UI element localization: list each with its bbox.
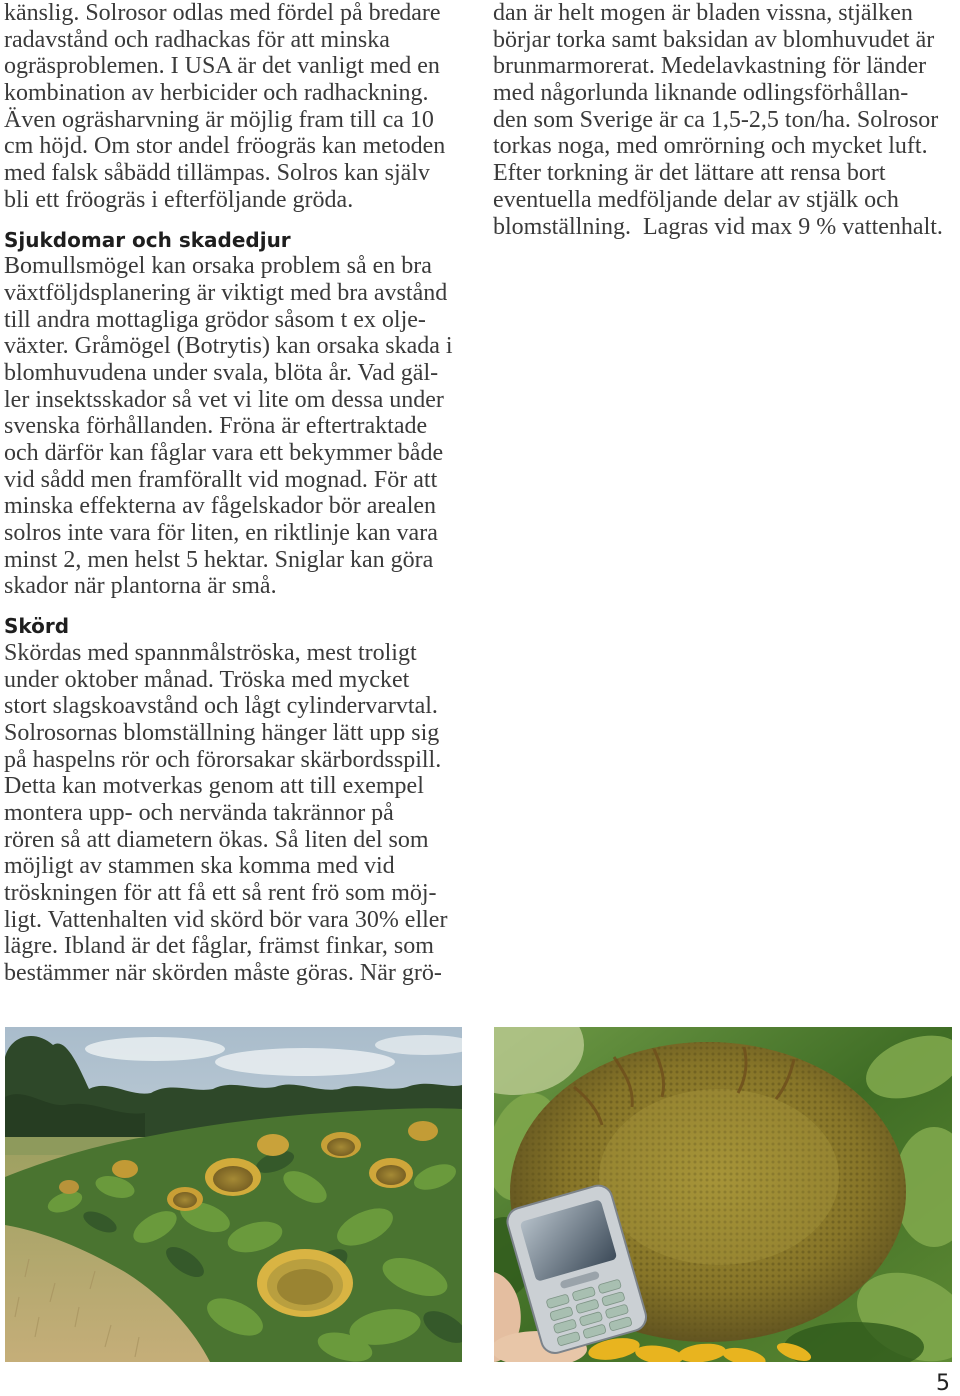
text-line: ligt. Vattenhalten vid skörd bör vara 30% eller — [4, 906, 448, 933]
text-line: cm höjd. Om stor andel fröogräs kan metoden — [4, 133, 446, 160]
text-line: Även ogräsharvning är möjlig fram till ca 10 — [4, 106, 434, 133]
section-heading: Sjukdomar och skadedjur — [4, 227, 291, 252]
text-line: Skördas med spannmålströska, mest troligt — [4, 639, 417, 666]
sunflower-field-photo — [5, 1027, 462, 1362]
text-line: rören så att diametern ökas. Så liten del som — [4, 826, 429, 853]
text-line: kombination av herbicider och radhackning. — [4, 80, 429, 107]
text-line: eventuella medföljande delar av stjälk och — [493, 186, 899, 213]
text-line: känslig. Solrosor odlas med fördel på bredare — [4, 0, 441, 26]
text-line: med någorlunda liknande odlingsförhållan- — [493, 80, 909, 107]
text-line: Detta kan motverkas genom att till exempel — [4, 773, 424, 800]
section-heading: Skörd — [4, 614, 70, 639]
text-line: lägre. Ibland är det fåglar, främst finkar, som — [4, 933, 434, 960]
intro-paragraph — [4, 0, 466, 214]
sunflower-head-image — [494, 1027, 952, 1362]
text-line: tröskningen för att få ett så rent frö som möj- — [4, 880, 437, 906]
text-line: under oktober månad. Tröska med mycket — [4, 666, 410, 693]
page-number: 5 — [936, 1371, 950, 1396]
text-line: Solrosornas blomställning hänger lätt upp sig — [4, 719, 440, 746]
text-line: växter. Gråmögel (Botrytis) kan orsaka skada i — [4, 333, 453, 360]
text-line: växtföljdsplanering är viktigt med bra avstånd — [4, 279, 448, 306]
sunflower-head-photo — [494, 1027, 952, 1362]
text-line: Bomullsmögel kan orsaka problem så en bra — [4, 253, 432, 280]
text-line: solros inte vara för liten, en riktlinje kan vara — [4, 520, 438, 547]
section-harvest — [4, 613, 466, 987]
text-line: radavstånd och radhackas för att minska — [4, 26, 390, 53]
text-line: till andra mottagliga grödor såsom t ex olje- — [4, 306, 426, 333]
text-line: på haspelns rör och förorsakar skärbordsspill. — [4, 746, 442, 773]
text-line: brunmarmorerat. Medelavkastning för länder — [493, 53, 927, 80]
text-line: dan är helt mogen är bladen vissna, stjälken — [493, 0, 913, 26]
text-line: den som Sverige är ca 1,5-2,5 ton/ha. Solrosor — [493, 106, 939, 133]
text-line: minst 2, men helst 5 hektar. Sniglar kan göra — [4, 546, 434, 573]
text-line: med falsk såbädd tillämpas. Solros kan själv — [4, 160, 430, 187]
text-line: möjligt av stammen ska komma med vid — [4, 853, 395, 880]
text-line: ogräsproblemen. I USA är det vanligt med en — [4, 53, 440, 80]
right-column — [493, 0, 955, 240]
text-line: svenska förhållanden. Fröna är eftertraktade — [4, 413, 428, 440]
text-line: och därför kan fåglar vara ett bekymmer både — [4, 440, 444, 466]
text-line: torkas noga, med omrörning och mycket luft. — [493, 133, 928, 160]
left-column — [4, 0, 466, 987]
text-line: bli ett fröogräs i efterföljande gröda. — [4, 186, 354, 213]
text-line: stort slagskoavstånd och lågt cylindervarvtal. — [4, 693, 438, 720]
text-line: skador när plantorna är små. — [4, 573, 277, 600]
section-diseases-pests — [4, 227, 466, 601]
text-line: ler insektsskador så vet vi lite om dessa under — [4, 386, 444, 413]
text-line: Efter torkning är det lättare att rensa bort — [493, 160, 886, 187]
text-line: blomhuvudena under svala, blöta år. Vad gäl- — [4, 359, 439, 386]
text-line: bestämmer när skörden måste göras. När grö- — [4, 960, 442, 987]
sunflower-field-image — [5, 1027, 462, 1362]
text-line: blomställning. Lagras vid max 9 % vattenhalt. — [493, 213, 943, 240]
text-line: montera upp- och nervända takrännor på — [4, 799, 394, 826]
text-line: minska effekterna av fågelskador bör arealen — [4, 493, 437, 520]
text-line: vid sådd men framförallt vid mognad. För att — [4, 466, 438, 493]
text-line: börjar torka samt baksidan av blomhuvudet är — [493, 26, 935, 53]
